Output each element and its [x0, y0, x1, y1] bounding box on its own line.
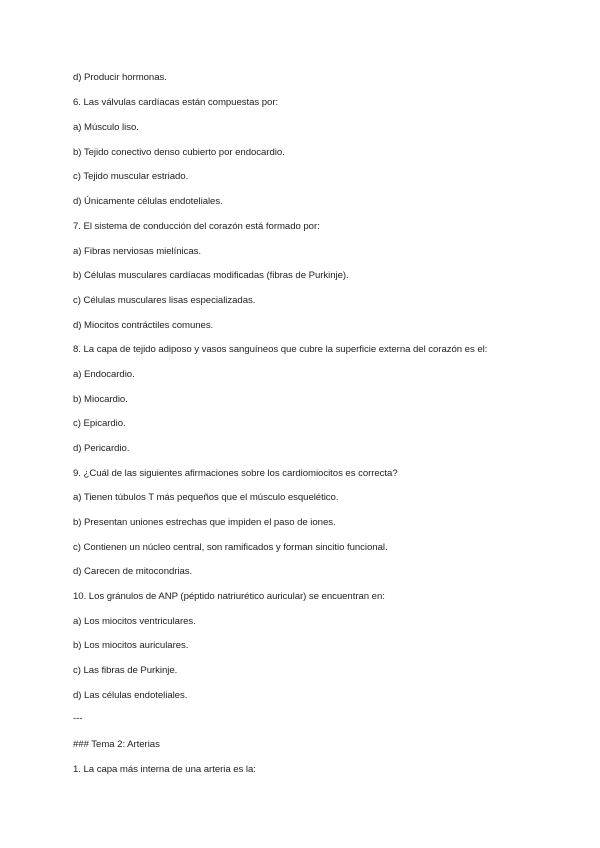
option-a-q6: a) Músculo liso.	[73, 122, 139, 133]
question-6: 6. Las válvulas cardíacas están compuestas por:	[73, 97, 279, 108]
option-d-q9: d) Carecen de mitocondrias.	[73, 566, 193, 577]
option-d-q7: d) Miocitos contráctiles comunes.	[73, 320, 214, 331]
question-7: 7. El sistema de conducción del corazón está formado por:	[73, 221, 320, 232]
option-a-q8: a) Endocardio.	[73, 369, 135, 380]
separator: ---	[73, 713, 83, 724]
option-d-q8: d) Pericardio.	[73, 443, 130, 454]
question-9: 9. ¿Cuál de las siguientes afirmaciones sobre los cardiomiocitos es correcta?	[73, 468, 398, 479]
option-b-q7: b) Células musculares cardíacas modificadas (fibras de Purkinje).	[73, 270, 349, 281]
question-8: 8. La capa de tejido adiposo y vasos sanguíneos que cubre la superficie externa del corazón es el:	[73, 344, 488, 355]
option-d-q6: d) Únicamente células endoteliales.	[73, 196, 223, 207]
option-b-q9: b) Presentan uniones estrechas que impiden el paso de iones.	[73, 517, 336, 528]
option-c-q9: c) Contienen un núcleo central, son ramificados y forman sincitio funcional.	[73, 542, 388, 553]
option-d-q10: d) Las células endoteliales.	[73, 690, 188, 701]
option-a-q10: a) Los miocitos ventriculares.	[73, 616, 196, 627]
question-10: 10. Los gránulos de ANP (péptido natriurético auricular) se encuentran en:	[73, 591, 385, 602]
option-c-q7: c) Células musculares lisas especializadas.	[73, 295, 256, 306]
option-c-q10: c) Las fibras de Purkinje.	[73, 665, 178, 676]
question-1-tema-2: 1. La capa más interna de una arteria es la:	[73, 764, 256, 775]
option-c-q6: c) Tejido muscular estriado.	[73, 171, 189, 182]
option-b-q6: b) Tejido conectivo denso cubierto por endocardio.	[73, 147, 285, 158]
option-a-q7: a) Fibras nerviosas mielínicas.	[73, 246, 202, 257]
option-b-q10: b) Los miocitos auriculares.	[73, 640, 189, 651]
option-d-q5: d) Producir hormonas.	[73, 72, 167, 83]
option-b-q8: b) Miocardio.	[73, 394, 128, 405]
option-c-q8: c) Epicardio.	[73, 418, 126, 429]
section-heading: ### Tema 2: Arterias	[73, 739, 160, 750]
option-a-q9: a) Tienen túbulos T más pequeños que el músculo esquelético.	[73, 492, 339, 503]
